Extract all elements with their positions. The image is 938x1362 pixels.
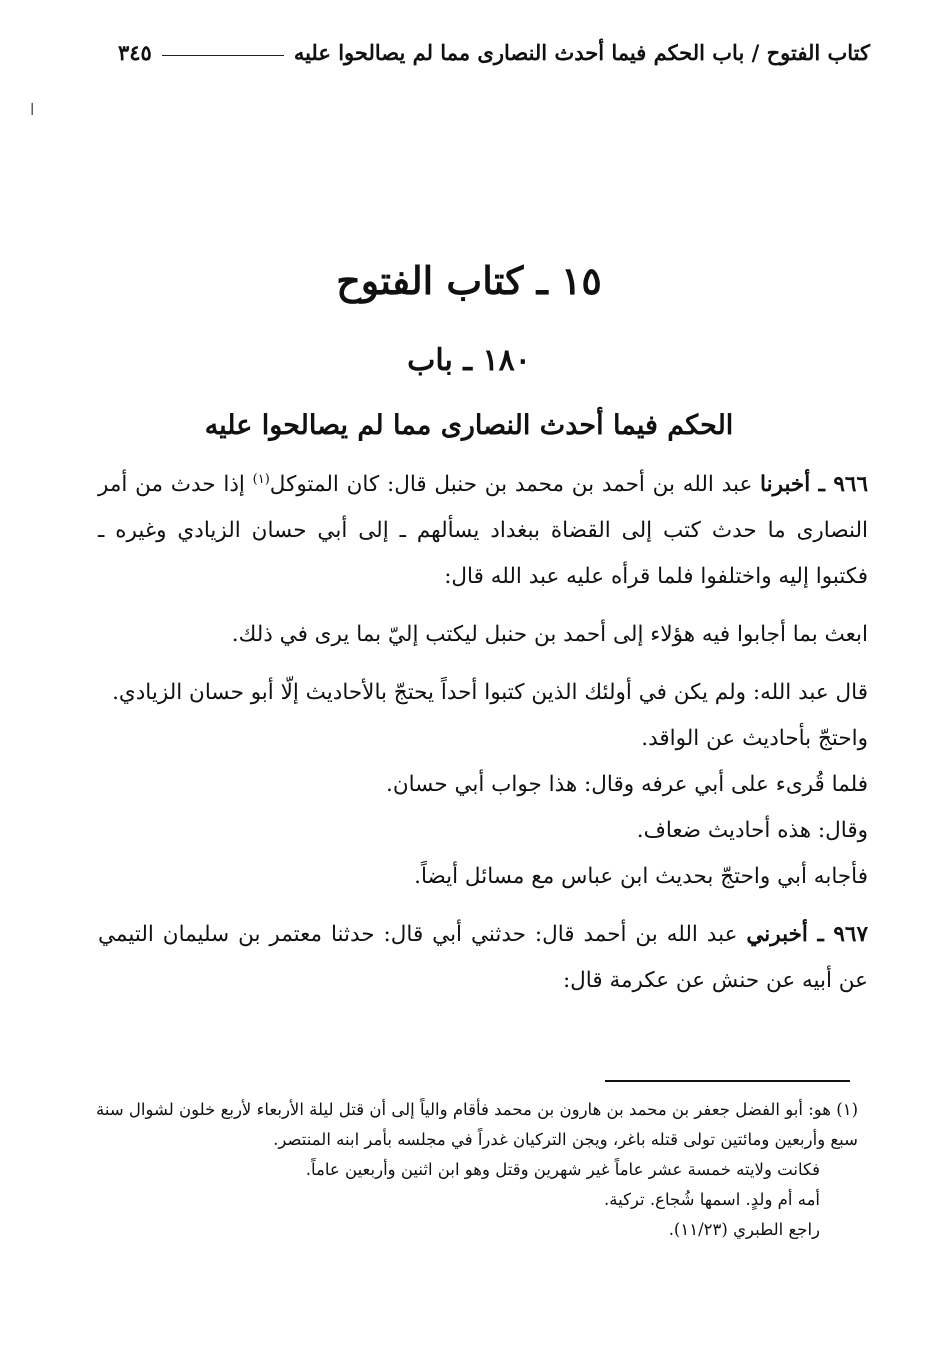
book-title: ١٥ ـ كتاب الفتوح	[336, 258, 602, 303]
page-number: ٣٤٥	[118, 39, 152, 65]
paragraph-967-text: عبد الله بن أحمد قال: حدثني أبي قال: حدثنا معتمر بن سليمان التيمي عن أبيه عن حنش عن عكرمة قال:	[98, 922, 868, 993]
hadith-number-967: ٩٦٧ ـ أخبرني	[746, 922, 868, 947]
footnote-1-reign: فكانت ولايته خمسة عشر عاماً غير شهرين وقتل وهو ابن اثنين وأربعين عاماً.	[305, 1160, 820, 1179]
body-text	[98, 462, 868, 1004]
paragraph-967	[98, 912, 868, 1004]
running-header	[118, 32, 870, 72]
footnote-1: (١) هو: أبو الفضل جعفر بن محمد بن هارون بن محمد فأقام والياً إلى أن قتل ليلة الأربعاء لأربع خلون لشوال سنة سبع وأربعين ومائتين تولى قتله باغر، ويجن التركيان غدراً في مجلسه بأمر ابنه المنتصر.	[96, 1100, 858, 1149]
header-rule	[162, 55, 284, 56]
paragraph-966-text: عبد الله بن أحمد بن محمد بن حنبل قال: كان المتوكل	[269, 472, 761, 497]
chapter-number: ١٨٠ ـ باب	[407, 343, 531, 378]
paragraph-966	[98, 462, 868, 600]
paragraph-ibn-abbas: فأجابه أبي واحتجّ بحديث ابن عباس مع مسائل أيضاً.	[414, 864, 868, 889]
footnote-1-reference: راجع الطبري (١١/٢٣).	[668, 1220, 820, 1239]
paragraph-966-rest: إذا حدث من أمر النصارى ما حدث كتب إلى القضاة ببغداد يسألهم ـ إلى أبي حسان الزيادي وغيره ـ فكتبوا إليه واختلفوا فلما قرأه عليه عبد الله قال:	[98, 472, 868, 589]
footnote-1-mother: أمه أم ولدٍ. اسمها شُجاع. تركية.	[604, 1190, 820, 1209]
paragraph-abdallah: قال عبد الله: ولم يكن في أولئك الذين كتبوا أحداً يحتجّ بالأحاديث إلّا أبو حسان الزيادي.	[112, 680, 868, 705]
margin-mark: ا	[30, 100, 35, 119]
hadith-number-966: ٩٦٦ ـ أخبرنا	[760, 472, 868, 497]
footnote-ref-1: (١)	[252, 471, 270, 487]
paragraph-urfa: فلما قُرىء على أبي عرفه وقال: هذا جواب أبي حسان.	[385, 772, 868, 797]
paragraph-letter: ابعث بما أجابوا فيه هؤلاء إلى أحمد بن حنبل ليكتب إليّ بما يرى في ذلك.	[231, 622, 868, 647]
footnote-rule	[605, 1080, 850, 1082]
paragraph-waqid: واحتجّ بأحاديث عن الواقد.	[641, 726, 868, 751]
chapter-title: الحكم فيما أحدث النصارى مما لم يصالحوا عليه	[204, 410, 734, 441]
footnotes	[96, 1095, 858, 1245]
running-header-title: كتاب الفتوح / باب الحكم فيما أحدث النصارى مما لم يصالحوا عليه	[293, 39, 870, 65]
paragraph-weak: وقال: هذه أحاديث ضعاف.	[636, 818, 868, 843]
